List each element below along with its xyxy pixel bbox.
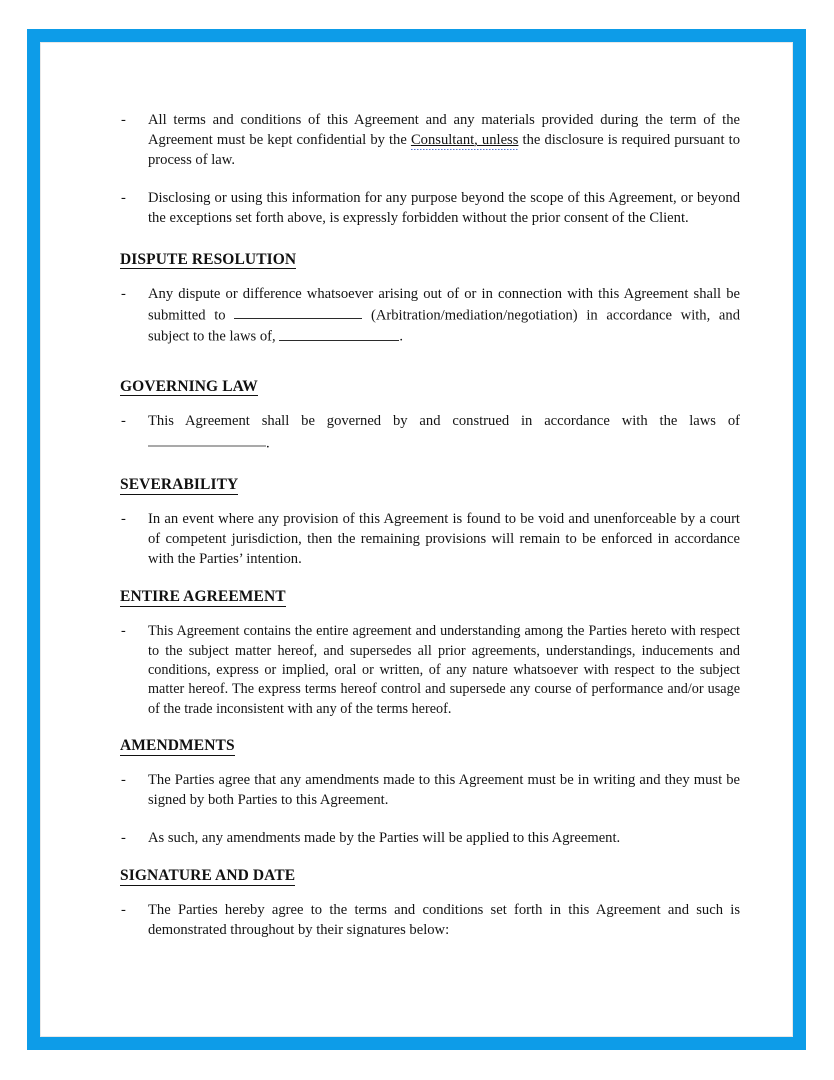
list-item <box>120 901 740 941</box>
fill-in-blank-arbitration[interactable] <box>234 305 362 319</box>
fill-in-blank-governing-law[interactable] <box>148 432 266 447</box>
bullet-dash: - <box>121 902 126 919</box>
bullet-text-part2: . <box>266 435 270 452</box>
fill-in-blank-laws[interactable] <box>279 326 399 340</box>
document-page <box>40 42 793 1037</box>
list-item <box>120 829 740 849</box>
bullet-text-part1: Any dispute or difference whatsoever arising out of or in connection with this Agreement shall be submitted to <box>148 285 740 324</box>
bullet-text-tail: the disclosure is required pursuant to process of law. <box>148 131 740 168</box>
bullet-text: As such, any amendments made by the Parties will be applied to this Agreement. <box>148 830 621 847</box>
section-heading-label: DISPUTE RESOLUTION <box>120 250 297 268</box>
bullet-dash: - <box>121 412 126 429</box>
list-item <box>120 189 740 229</box>
bullet-text-part3: . <box>399 328 403 345</box>
section-heading-label: AMENDMENTS <box>120 737 235 755</box>
bullet-dash: - <box>121 623 126 640</box>
bullet-text-part1: This Agreement shall be governed by and construed in accordance with the laws of <box>148 412 740 429</box>
section-heading-governing-law <box>120 378 740 396</box>
section-heading-label: SIGNATURE AND DATE <box>120 867 296 885</box>
grammar-flagged-text: Consultant, unless <box>411 132 518 151</box>
bullet-text-part2: (Arbitration/mediation/negotiation) in accordance with, and subject to the laws of, <box>148 307 740 345</box>
bullet-dash: - <box>121 112 126 128</box>
section-heading-label: GOVERNING LAW <box>120 377 258 395</box>
list-item <box>120 622 740 719</box>
document-body <box>120 111 740 941</box>
section-heading-label: SEVERABILITY <box>120 476 239 494</box>
bullet-dash: - <box>121 285 126 302</box>
section-heading-amendments <box>120 737 740 755</box>
bullet-text-lead: All terms and conditions of this Agreement and any materials provided during the term of the Agreement must be kept confidential by the <box>148 112 740 148</box>
section-heading-label: ENTIRE AGREEMENT <box>120 588 286 606</box>
list-item <box>120 510 740 570</box>
section-heading-signature-and-date <box>120 867 740 885</box>
bullet-text: The Parties hereby agree to the terms and conditions set forth in this Agreement and such is demonstrated throughout by their signatures below: <box>148 902 740 939</box>
list-item <box>120 111 740 171</box>
list-item <box>120 285 740 348</box>
section-heading-entire-agreement <box>120 588 740 606</box>
bullet-text: Disclosing or using this information for any purpose beyond the scope of this Agreement, or beyond the exceptions set forth above, is expressly forbidden without the prior consent of the Client. <box>148 189 740 226</box>
bullet-dash: - <box>121 830 126 847</box>
bullet-text: This Agreement contains the entire agreement and understanding among the Parties hereto with respect to the subject matter hereof, and supersedes all prior agreements, understandings, inducements and conditions, express or implied, oral or written, of any nature whatsoever with respect to the subject matter hereof. The express terms hereof control and supersede any course of performance and/or usage of the trade inconsistent with any of the terms hereof. <box>148 623 740 717</box>
page-border-frame <box>27 29 806 1050</box>
bullet-dash: - <box>121 511 126 528</box>
list-item <box>120 412 740 454</box>
section-heading-dispute-resolution <box>120 251 740 269</box>
bullet-dash: - <box>121 772 126 789</box>
bullet-text: In an event where any provision of this Agreement is found to be void and unenforceable by a court of competent jurisdiction, then the remaining provisions will remain to be enforced in accordance with the Parties’ intention. <box>148 511 740 568</box>
section-heading-severability <box>120 476 740 494</box>
bullet-text: The Parties agree that any amendments made to this Agreement must be in writing and they must be signed by both Parties to this Agreement. <box>148 772 740 809</box>
list-item <box>120 771 740 811</box>
bullet-dash: - <box>121 189 126 206</box>
